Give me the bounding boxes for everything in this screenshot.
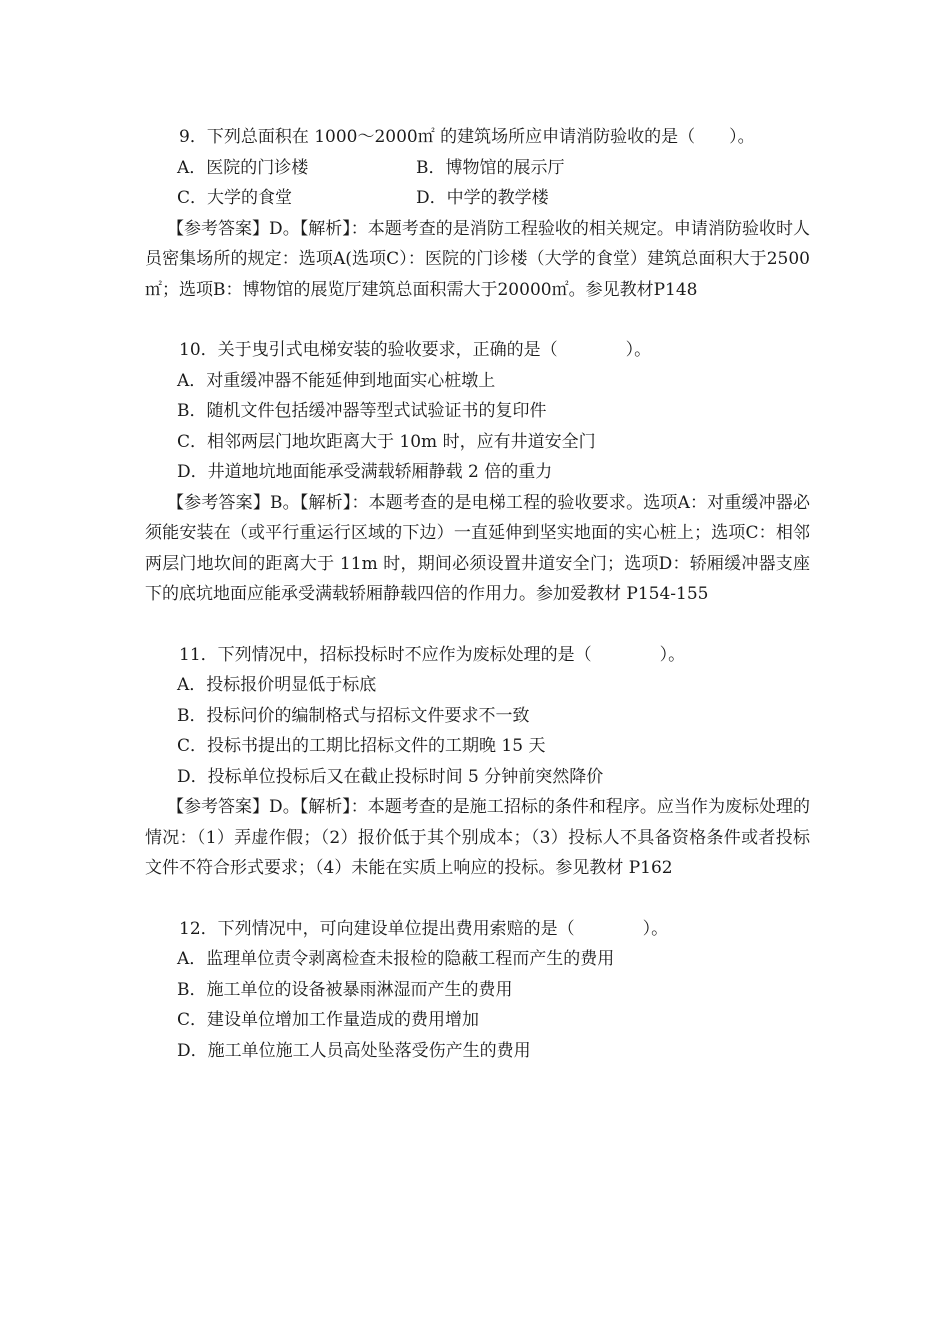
question-stem: 12．下列情况中，可向建设单位提出费用索赔的是（ ）。 xyxy=(179,918,669,939)
answer-explanation: 【参考答案】B。【解析】：本题考查的是电梯工程的验收要求。选项A：对重缓冲器必须能安装在（或平行重运行区域的下边）一直延伸到坚实地面的实心桩上；选项C：相邻两层门地坎间的距离大于 11m 时，期间必须设置井道安全门；选项D：轿厢缓冲器支座下的底坑地面应能承受满载轿厢静载四倍的作用力。参加爱教材 P154-155 xyxy=(145,492,810,604)
question-12 xyxy=(145,914,810,1067)
question-stem: 11．下列情况中，招标投标时不应作为废标处理的是（ ）。 xyxy=(179,644,686,665)
option-d: D．施工单位施工人员高处坠落受伤产生的费用 xyxy=(177,1040,531,1061)
option-d: D．井道地坑地面能承受满载轿厢静载 2 倍的重力 xyxy=(177,462,553,482)
option-c: C．投标书提出的工期比招标文件的工期晚 15 天 xyxy=(177,736,546,756)
option-d: D．中学的教学楼 xyxy=(416,188,549,208)
question-stem: 10．关于曳引式电梯安装的验收要求，正确的是（ ）。 xyxy=(179,340,652,360)
option-row xyxy=(145,183,810,214)
option-c: C．建设单位增加工作量造成的费用增加 xyxy=(177,1010,480,1030)
option-a: A．监理单位责令剥离检查未报检的隐蔽工程而产生的费用 xyxy=(177,949,615,969)
option-b: B．随机文件包括缓冲器等型式试验证书的复印件 xyxy=(177,401,547,421)
option-b: B．施工单位的设备被暴雨淋湿而产生的费用 xyxy=(177,979,513,1000)
answer-explanation: 【参考答案】D。【解析】：本题考查的是施工招标的条件和程序。应当作为废标处理的情况：（1）弄虚作假；（2）报价低于其个别成本；（3）投标人不具备资格条件或者投标文件不符合形式要求；（4）未能在实质上响应的投标。参见教材 P162 xyxy=(145,797,810,878)
question-11 xyxy=(145,640,810,884)
option-a: A．投标报价明显低于标底 xyxy=(177,675,377,695)
option-d: D．投标单位投标后又在截止投标时间 5 分钟前突然降价 xyxy=(177,766,604,787)
question-9 xyxy=(145,122,810,305)
option-a: A．医院的门诊楼 xyxy=(177,157,309,178)
question-10 xyxy=(145,335,810,610)
option-b: B．博物馆的展示厅 xyxy=(416,157,565,178)
option-b: B．投标问价的编制格式与招标文件要求不一致 xyxy=(177,705,530,726)
document-page xyxy=(145,122,810,1096)
question-stem: 9．下列总面积在 1000～2000㎡ 的建筑场所应申请消防验收的是（ ）。 xyxy=(179,127,755,147)
option-row xyxy=(145,153,810,184)
option-a: A．对重缓冲器不能延伸到地面实心桩墩上 xyxy=(177,370,496,391)
option-c: C．大学的食堂 xyxy=(177,188,293,208)
answer-explanation: 【参考答案】D。【解析】：本题考查的是消防工程验收的相关规定。申请消防验收时人员密集场所的规定：选项A(选项C）：医院的门诊楼（大学的食堂）建筑总面积大于2500㎡；选项B：博物馆的展览厅建筑总面积需大于20000㎡。参见教材P148 xyxy=(145,218,810,300)
option-c: C．相邻两层门地坎距离大于 10m 时，应有井道安全门 xyxy=(177,431,596,452)
